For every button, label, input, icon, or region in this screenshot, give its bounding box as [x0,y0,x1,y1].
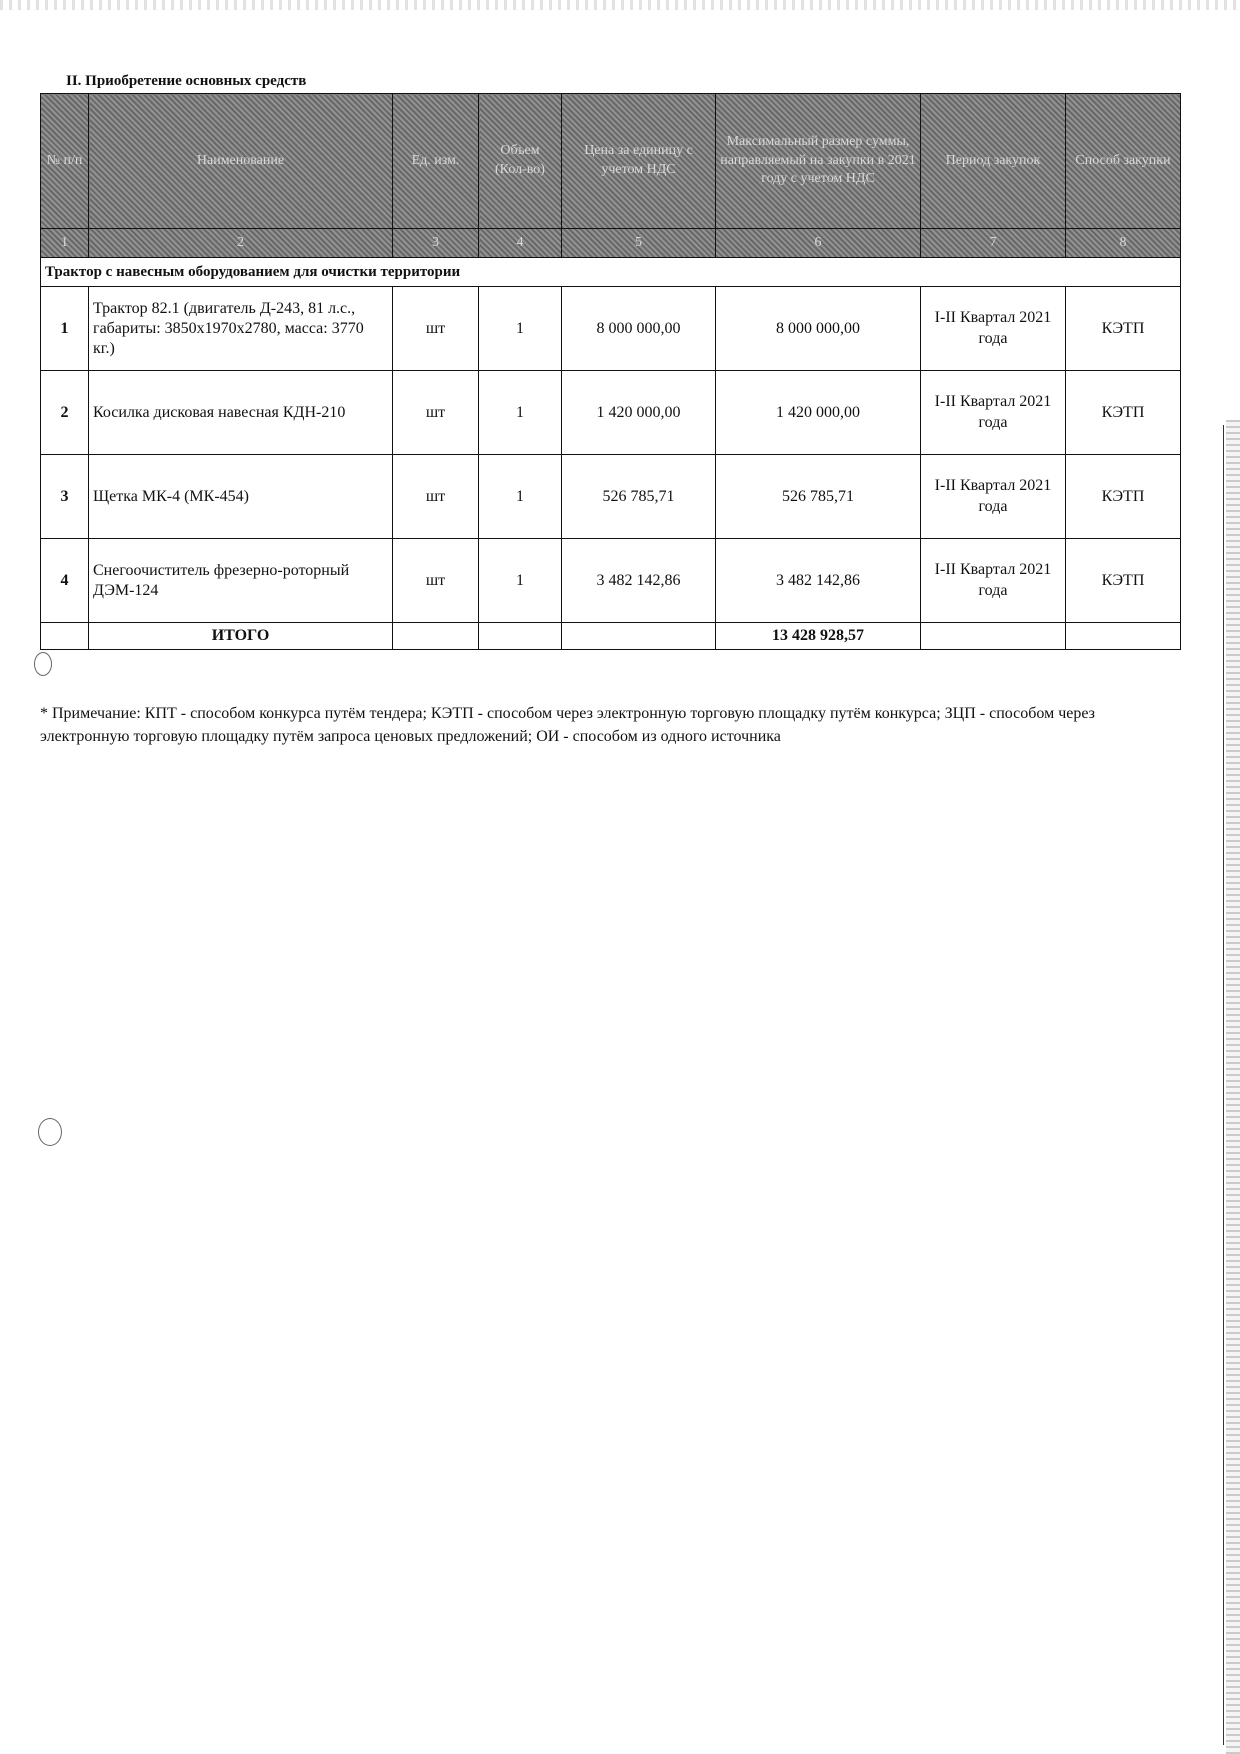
row-total: 3 482 142,86 [716,539,921,623]
row-unit: шт [393,455,479,539]
column-number: 5 [562,229,716,258]
row-qty: 1 [479,371,562,455]
row-num: 1 [41,287,89,371]
column-number: 6 [716,229,921,258]
row-method: КЭТП [1066,371,1181,455]
row-total: 8 000 000,00 [716,287,921,371]
header-qty: Объем (Кол-во) [479,94,562,229]
header-method: Способ закупки [1066,94,1181,229]
row-price: 3 482 142,86 [562,539,716,623]
row-total: 1 420 000,00 [716,371,921,455]
row-method: КЭТП [1066,539,1181,623]
row-num: 2 [41,371,89,455]
header-name: Наименование [89,94,393,229]
column-number: 3 [393,229,479,258]
row-num: 4 [41,539,89,623]
row-price: 1 420 000,00 [562,371,716,455]
row-price: 8 000 000,00 [562,287,716,371]
total-empty-cell [393,623,479,650]
row-unit: шт [393,539,479,623]
row-unit: шт [393,287,479,371]
row-period: I-II Квартал 2021 года [921,371,1066,455]
row-name: Косилка дисковая навесная КДН-210 [89,371,393,455]
column-number: 4 [479,229,562,258]
total-empty-cell [921,623,1066,650]
footnote: * Примечание: КПТ - способом конкурса путём тендера; КЭТП - способом через электронную торговую площадку путём конкурса; ЗЦП - способом через электронную торговую площадку путём запроса ценовых предложений; ОИ - способом из одного источника [40,705,1095,746]
header-period: Период закупок [921,94,1066,229]
total-empty-cell [562,623,716,650]
column-number: 1 [41,229,89,258]
procurement-table [40,93,1181,650]
row-unit: шт [393,371,479,455]
row-price: 526 785,71 [562,455,716,539]
row-method: КЭТП [1066,455,1181,539]
column-number: 8 [1066,229,1181,258]
row-qty: 1 [479,539,562,623]
column-number-row [41,229,1181,258]
row-name: Трактор 82.1 (двигатель Д-243, 81 л.с., габариты: 3850x1970x2780, масса: 3770 кг.) [89,287,393,371]
scan-artifact-right [1226,420,1240,1754]
row-qty: 1 [479,455,562,539]
total-empty-cell [41,623,89,650]
table-header-row [41,94,1181,229]
section-title: II. Приобретение основных средств [66,73,307,89]
header-total: Максимальный размер суммы, направляемый на закупки в 2021 году с учетом НДС [716,94,921,229]
total-empty-cell [1066,623,1181,650]
scan-speck [38,1118,62,1146]
row-name: Щетка МК-4 (МК-454) [89,455,393,539]
row-qty: 1 [479,287,562,371]
table-row [41,455,1181,539]
total-label: ИТОГО [89,623,393,650]
total-row [41,623,1181,650]
row-period: I-II Квартал 2021 года [921,455,1066,539]
header-unit: Ед. изм. [393,94,479,229]
scan-edge-line [1223,425,1224,1745]
group-row [41,258,1181,287]
header-price: Цена за единицу с учетом НДС [562,94,716,229]
row-period: I-II Квартал 2021 года [921,539,1066,623]
table-row [41,539,1181,623]
row-method: КЭТП [1066,287,1181,371]
total-value: 13 428 928,57 [716,623,921,650]
row-num: 3 [41,455,89,539]
row-name: Снегоочиститель фрезерно-роторный ДЭМ-124 [89,539,393,623]
row-period: I-II Квартал 2021 года [921,287,1066,371]
total-empty-cell [479,623,562,650]
row-total: 526 785,71 [716,455,921,539]
table-row [41,371,1181,455]
column-number: 7 [921,229,1066,258]
scan-artifact-top [0,0,1240,10]
group-title: Трактор с навесным оборудованием для очистки территории [41,258,1181,287]
table-row [41,287,1181,371]
column-number: 2 [89,229,393,258]
scan-speck [34,652,52,676]
header-num: № п/п [41,94,89,229]
